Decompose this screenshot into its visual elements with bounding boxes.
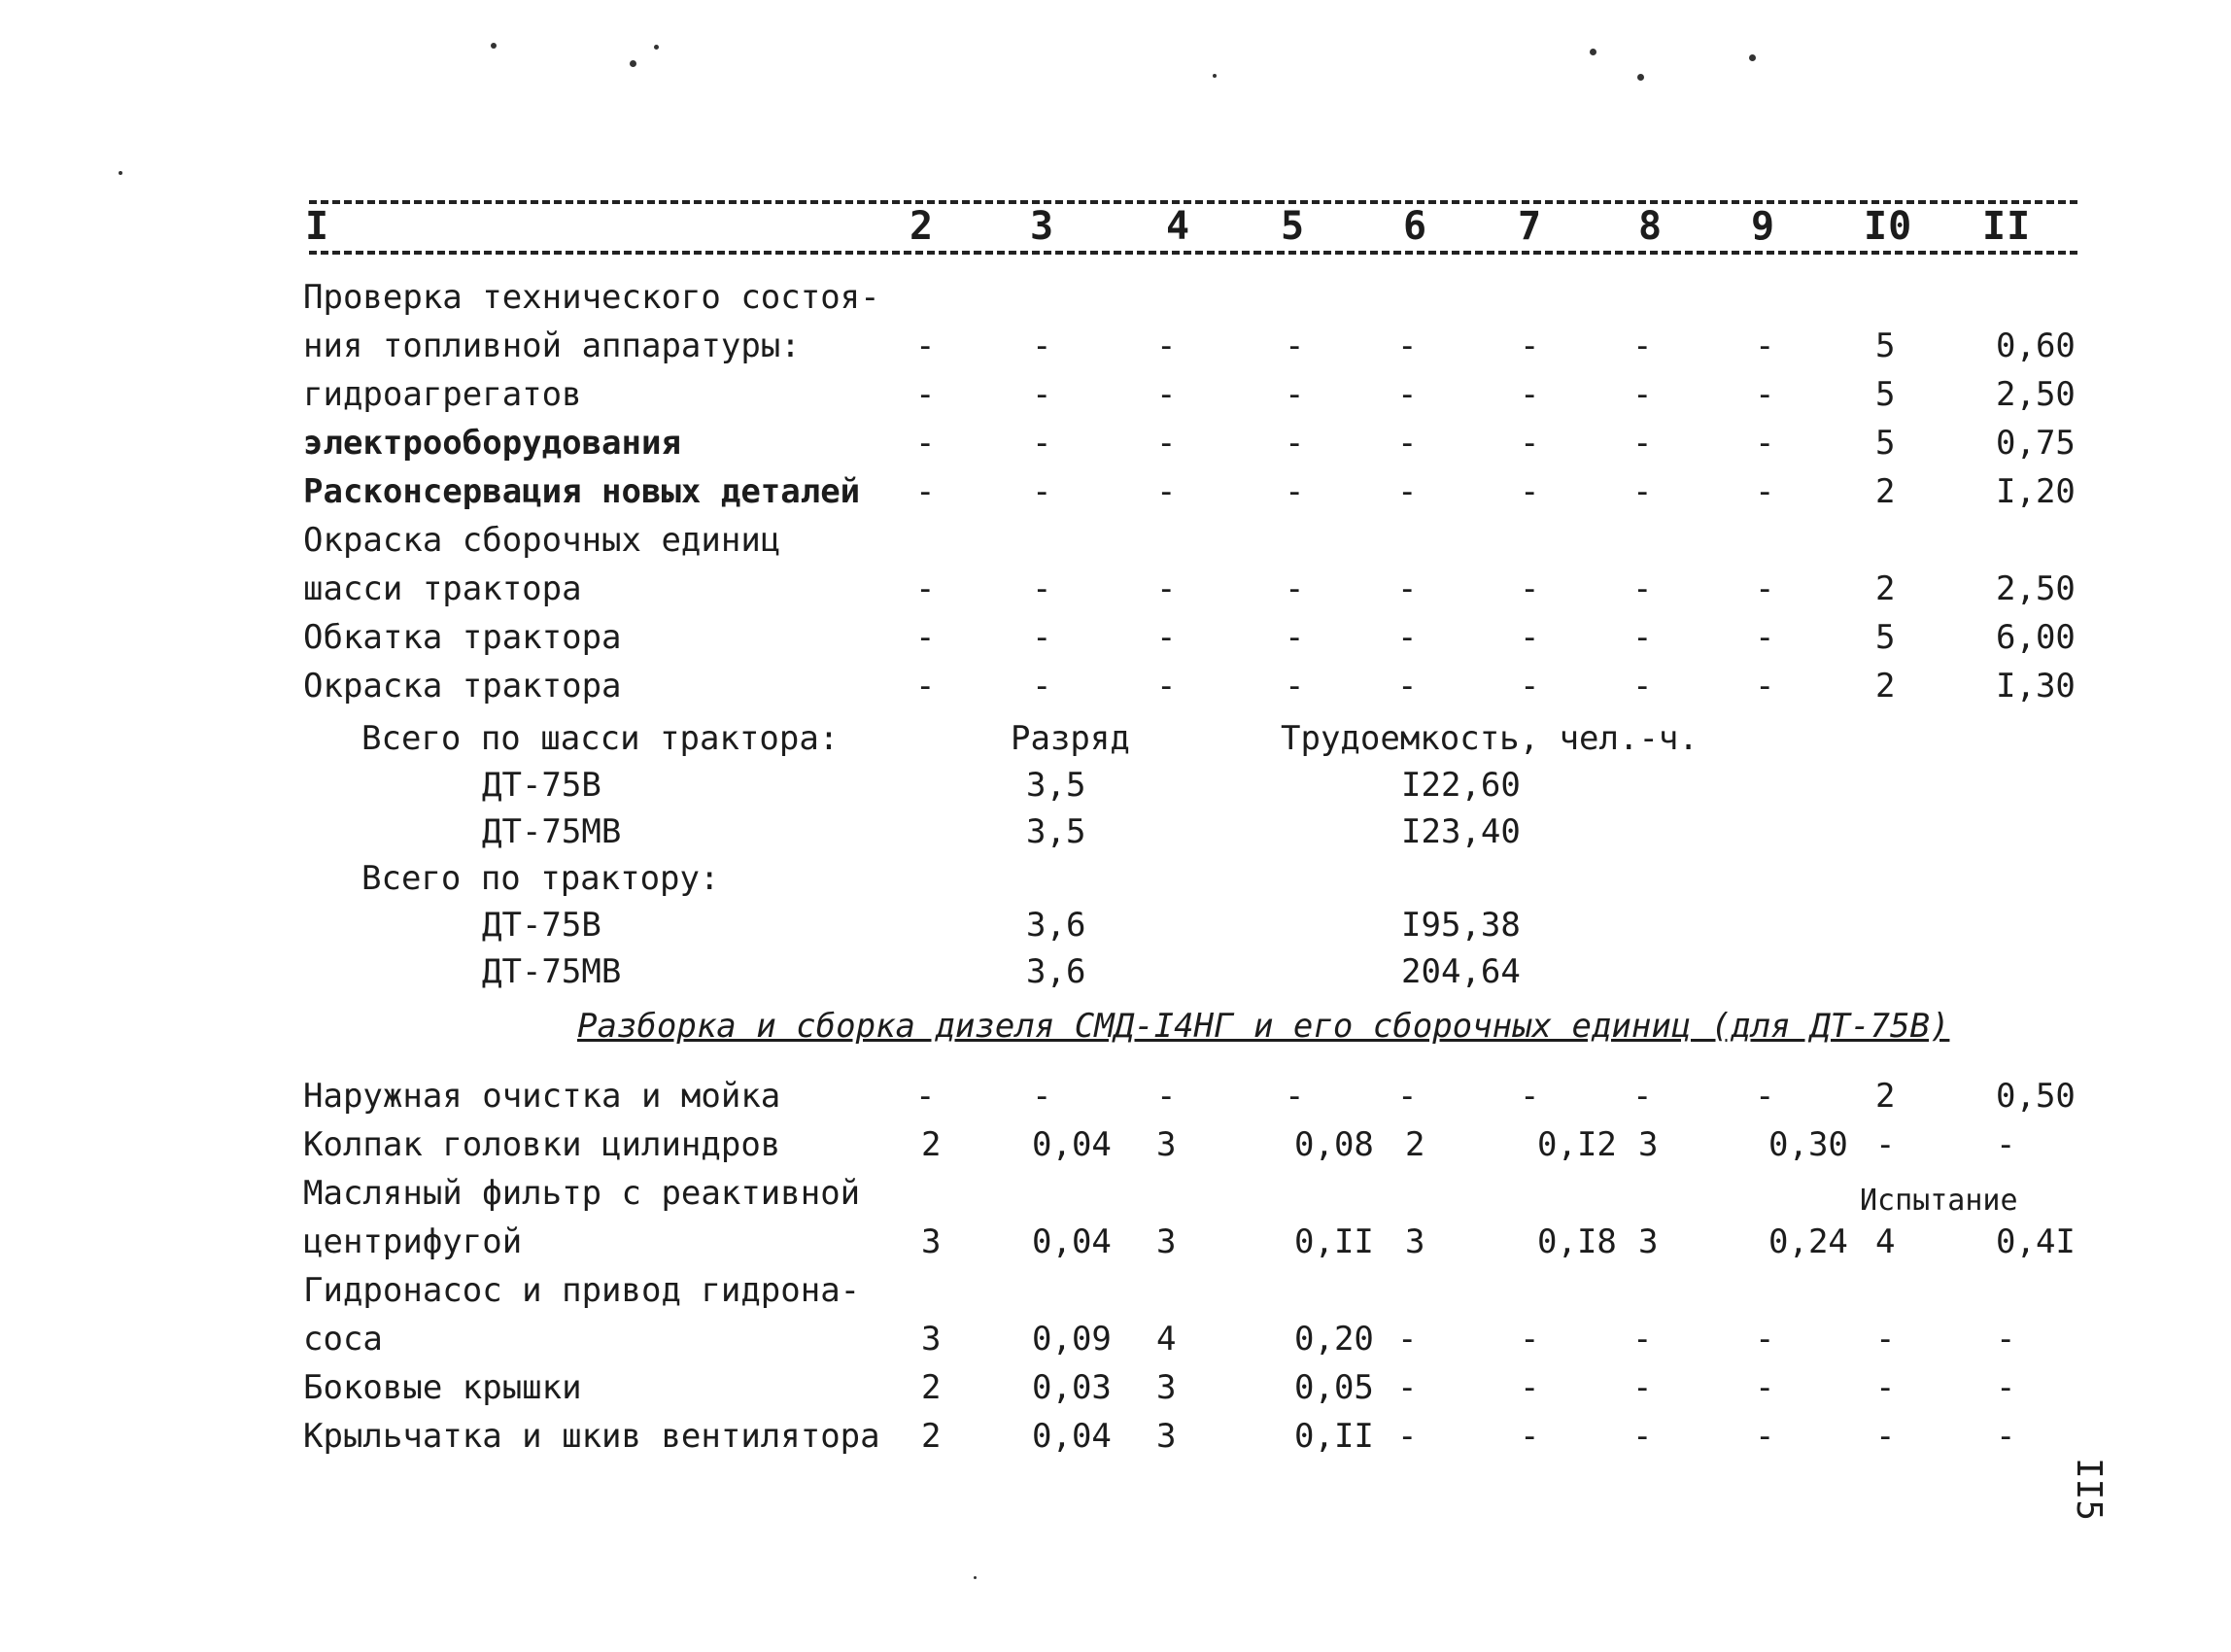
header-col-9: 9 [1751, 204, 1776, 249]
chassis-labor: I22,60 [1401, 766, 1521, 805]
table-cell: 5 [1875, 327, 1896, 365]
table-row [0, 1267, 2231, 1314]
table-cell: - [915, 424, 936, 463]
chassis-total-label: Всего по шасси трактора: [361, 719, 840, 758]
row-label: соса [303, 1320, 383, 1359]
table-cell: - [1397, 1320, 1418, 1359]
chassis-labor: I23,40 [1401, 812, 1521, 851]
table-cell: I,20 [1996, 472, 2076, 511]
table-cell: - [915, 1077, 936, 1116]
table-cell: - [1032, 667, 1052, 706]
row-label: Крыльчатка и шкив вентилятора [303, 1417, 880, 1456]
table-cell: 0,20 [1294, 1320, 1374, 1359]
row-label: гидроагрегатов [303, 375, 582, 414]
table-cell: - [1996, 1417, 2016, 1456]
row-label: Расконсервация новых деталей [303, 472, 861, 511]
labor-header: Трудоемкость, чел.-ч. [1281, 719, 1699, 758]
table-row [0, 614, 2231, 661]
table-cell: - [1156, 618, 1177, 657]
table-cell: - [1520, 1368, 1540, 1407]
table-cell: - [1632, 569, 1653, 608]
table-cell: - [1996, 1125, 2016, 1164]
table-row [0, 468, 2231, 515]
table-cell: - [1632, 327, 1653, 365]
scan-speck [630, 60, 636, 67]
row-label: Окраска трактора [303, 667, 622, 706]
table-cell: - [1397, 327, 1418, 365]
row-label: Наружная очистка и мойка [303, 1077, 781, 1116]
table-cell: - [915, 618, 936, 657]
table-cell: - [1397, 618, 1418, 657]
scan-speck [1749, 54, 1756, 61]
table-cell: - [1755, 1077, 1775, 1116]
table-cell: 0,24 [1768, 1222, 1848, 1261]
table-cell: - [1996, 1320, 2016, 1359]
table-cell: - [1285, 472, 1305, 511]
table-cell: - [1285, 1077, 1305, 1116]
table-row [0, 1073, 2231, 1119]
table-cell: - [915, 569, 936, 608]
table-cell: 2 [921, 1125, 942, 1164]
row-label: Проверка технического состоя- [303, 278, 880, 317]
header-col-6: 6 [1403, 204, 1428, 249]
header-col-7: 7 [1518, 204, 1543, 249]
table-cell: - [1875, 1368, 1896, 1407]
table-cell: - [1032, 375, 1052, 414]
table-row [0, 274, 2231, 321]
table-cell: 2 [921, 1368, 942, 1407]
table-cell: - [1285, 375, 1305, 414]
table-cell: 3 [1405, 1222, 1425, 1261]
table-cell: 3 [921, 1320, 942, 1359]
row-label: Боковые крышки [303, 1368, 582, 1407]
table-cell: - [1632, 472, 1653, 511]
table-cell: 0,II [1294, 1222, 1374, 1261]
table-cell: 3 [921, 1222, 942, 1261]
table-cell: - [1755, 1417, 1775, 1456]
table-cell: - [1996, 1368, 2016, 1407]
row-label: Гидронасос и привод гидрона- [303, 1271, 861, 1310]
header-col-3: 3 [1030, 204, 1055, 249]
test-note: Испытание [1860, 1184, 2018, 1218]
tractor-labor: 204,64 [1401, 952, 1521, 991]
table-cell: 2 [1875, 1077, 1896, 1116]
tractor-total-label: Всего по трактору: [361, 859, 720, 898]
table-cell: - [1397, 375, 1418, 414]
scan-speck [654, 45, 659, 50]
table-row [0, 1121, 2231, 1168]
table-cell: - [1397, 1368, 1418, 1407]
scan-speck [1213, 74, 1217, 78]
table-cell: - [1397, 667, 1418, 706]
table-cell: - [1755, 618, 1775, 657]
row-label: центрифугой [303, 1222, 523, 1261]
chassis-model: ДТ-75МВ [482, 812, 622, 851]
table-cell: - [1032, 1077, 1052, 1116]
table-cell: 3 [1638, 1125, 1659, 1164]
header-col-11: II [1982, 204, 2032, 249]
scan-speck [974, 1576, 977, 1579]
table-cell: 2 [921, 1417, 942, 1456]
header-bottom-rule [309, 251, 2077, 255]
table-cell: 0,30 [1768, 1125, 1848, 1164]
chassis-grade: 3,5 [1026, 766, 1086, 805]
table-cell: - [1285, 618, 1305, 657]
table-cell: 3 [1156, 1368, 1177, 1407]
table-cell: - [1520, 424, 1540, 463]
table-cell: 2 [1405, 1125, 1425, 1164]
table-cell: 0,04 [1032, 1125, 1112, 1164]
table-cell: - [1285, 667, 1305, 706]
header-col-8: 8 [1638, 204, 1664, 249]
table-cell: - [1520, 667, 1540, 706]
table-cell: 5 [1875, 424, 1896, 463]
table-row [0, 1219, 2231, 1265]
row-label: электрооборудования [303, 424, 681, 463]
tractor-grade: 3,6 [1026, 952, 1086, 991]
scan-speck [119, 171, 122, 175]
table-cell: - [1632, 375, 1653, 414]
table-cell: 2 [1875, 667, 1896, 706]
header-col-4: 4 [1166, 204, 1191, 249]
table-cell: 0,04 [1032, 1222, 1112, 1261]
table-cell: - [1632, 1368, 1653, 1407]
table-cell: - [1397, 424, 1418, 463]
header-col-1: I [305, 204, 330, 249]
table-cell: 0,50 [1996, 1077, 2076, 1116]
table-cell: - [1632, 1320, 1653, 1359]
table-cell: - [1755, 375, 1775, 414]
table-row [0, 323, 2231, 369]
grade-header: Разряд [1011, 719, 1130, 758]
table-cell: - [1632, 667, 1653, 706]
table-cell: - [1520, 472, 1540, 511]
table-cell: - [1520, 1320, 1540, 1359]
table-cell: - [1285, 569, 1305, 608]
table-cell: - [1156, 1077, 1177, 1116]
chassis-grade: 3,5 [1026, 812, 1086, 851]
scan-speck [491, 43, 497, 49]
table-cell: 3 [1156, 1222, 1177, 1261]
tractor-model: ДТ-75МВ [482, 952, 622, 991]
table-cell: 5 [1875, 375, 1896, 414]
row-label: шасси трактора [303, 569, 582, 608]
table-cell: - [1520, 1417, 1540, 1456]
table-cell: - [1156, 667, 1177, 706]
table-cell: - [1032, 618, 1052, 657]
chassis-model: ДТ-75В [482, 766, 601, 805]
table-cell: - [1755, 424, 1775, 463]
table-cell: - [1032, 327, 1052, 365]
table-cell: - [1755, 472, 1775, 511]
table-cell: - [1397, 472, 1418, 511]
table-row [0, 1364, 2231, 1411]
table-row [0, 517, 2231, 564]
table-cell: 2 [1875, 472, 1896, 511]
table-cell: 0,75 [1996, 424, 2076, 463]
table-cell: 0,4I [1996, 1222, 2076, 1261]
row-label: Масляный фильтр с реактивной [303, 1174, 861, 1213]
table-cell: 3 [1156, 1125, 1177, 1164]
row-label: Колпак головки цилиндров [303, 1125, 781, 1164]
table-cell: - [1755, 1368, 1775, 1407]
table-cell: 3 [1156, 1417, 1177, 1456]
table-row [0, 420, 2231, 466]
table-cell: - [1875, 1125, 1896, 1164]
row-label: Обкатка трактора [303, 618, 622, 657]
table-cell: 2,50 [1996, 569, 2076, 608]
table-cell: - [1032, 472, 1052, 511]
page-number: II5 [2069, 1458, 2109, 1522]
row-label: ния топливной аппаратуры: [303, 327, 801, 365]
table-cell: - [1520, 375, 1540, 414]
table-cell: - [1755, 327, 1775, 365]
table-row [0, 371, 2231, 418]
table-cell: 0,60 [1996, 327, 2076, 365]
table-cell: - [915, 472, 936, 511]
table-cell: - [1520, 618, 1540, 657]
header-col-2: 2 [910, 204, 935, 249]
table-cell: - [1755, 667, 1775, 706]
table-cell: 0,09 [1032, 1320, 1112, 1359]
table-cell: - [1875, 1320, 1896, 1359]
table-cell: 0,II [1294, 1417, 1374, 1456]
table-cell: - [1032, 424, 1052, 463]
tractor-grade: 3,6 [1026, 906, 1086, 945]
table-cell: - [915, 667, 936, 706]
table-cell: - [1520, 1077, 1540, 1116]
table-cell: I,30 [1996, 667, 2076, 706]
row-label: Окраска сборочных единиц [303, 521, 781, 560]
table-cell: 0,05 [1294, 1368, 1374, 1407]
section-title: Разборка и сборка дизеля СМД-I4НГ и его сборочных единиц (для ДТ-75В) [577, 1007, 1950, 1046]
table-cell: - [1632, 1417, 1653, 1456]
table-cell: - [1156, 569, 1177, 608]
header-col-10: I0 [1864, 204, 1913, 249]
table-cell: 0,I8 [1537, 1222, 1617, 1261]
table-cell: 6,00 [1996, 618, 2076, 657]
table-row [0, 1316, 2231, 1362]
table-row [0, 566, 2231, 612]
table-cell: - [1397, 569, 1418, 608]
table-cell: - [1632, 618, 1653, 657]
table-cell: - [1397, 1417, 1418, 1456]
scan-speck [1637, 74, 1644, 81]
table-cell: - [1032, 569, 1052, 608]
table-row [0, 663, 2231, 709]
table-cell: 2 [1875, 569, 1896, 608]
tractor-labor: I95,38 [1401, 906, 1521, 945]
tractor-model: ДТ-75В [482, 906, 601, 945]
table-cell: - [1755, 569, 1775, 608]
table-row [0, 1413, 2231, 1460]
table-cell: 0,08 [1294, 1125, 1374, 1164]
table-cell: - [1285, 327, 1305, 365]
table-cell: - [1397, 1077, 1418, 1116]
table-cell: - [1520, 327, 1540, 365]
table-cell: - [1875, 1417, 1896, 1456]
table-cell: 2,50 [1996, 375, 2076, 414]
table-cell: - [1156, 472, 1177, 511]
table-cell: - [1156, 375, 1177, 414]
table-cell: - [1285, 424, 1305, 463]
table-cell: 0,04 [1032, 1417, 1112, 1456]
table-cell: 4 [1875, 1222, 1896, 1261]
table-cell: - [915, 327, 936, 365]
table-cell: - [1156, 327, 1177, 365]
header-top-rule [309, 200, 2077, 204]
table-cell: - [1632, 424, 1653, 463]
scan-speck [1590, 49, 1596, 55]
table-cell: - [1520, 569, 1540, 608]
table-cell: - [1755, 1320, 1775, 1359]
table-cell: 0,03 [1032, 1368, 1112, 1407]
table-cell: - [1632, 1077, 1653, 1116]
table-cell: 0,I2 [1537, 1125, 1617, 1164]
table-cell: - [915, 375, 936, 414]
table-cell: 3 [1638, 1222, 1659, 1261]
table-cell: - [1156, 424, 1177, 463]
table-cell: 4 [1156, 1320, 1177, 1359]
header-col-5: 5 [1281, 204, 1306, 249]
table-cell: 5 [1875, 618, 1896, 657]
